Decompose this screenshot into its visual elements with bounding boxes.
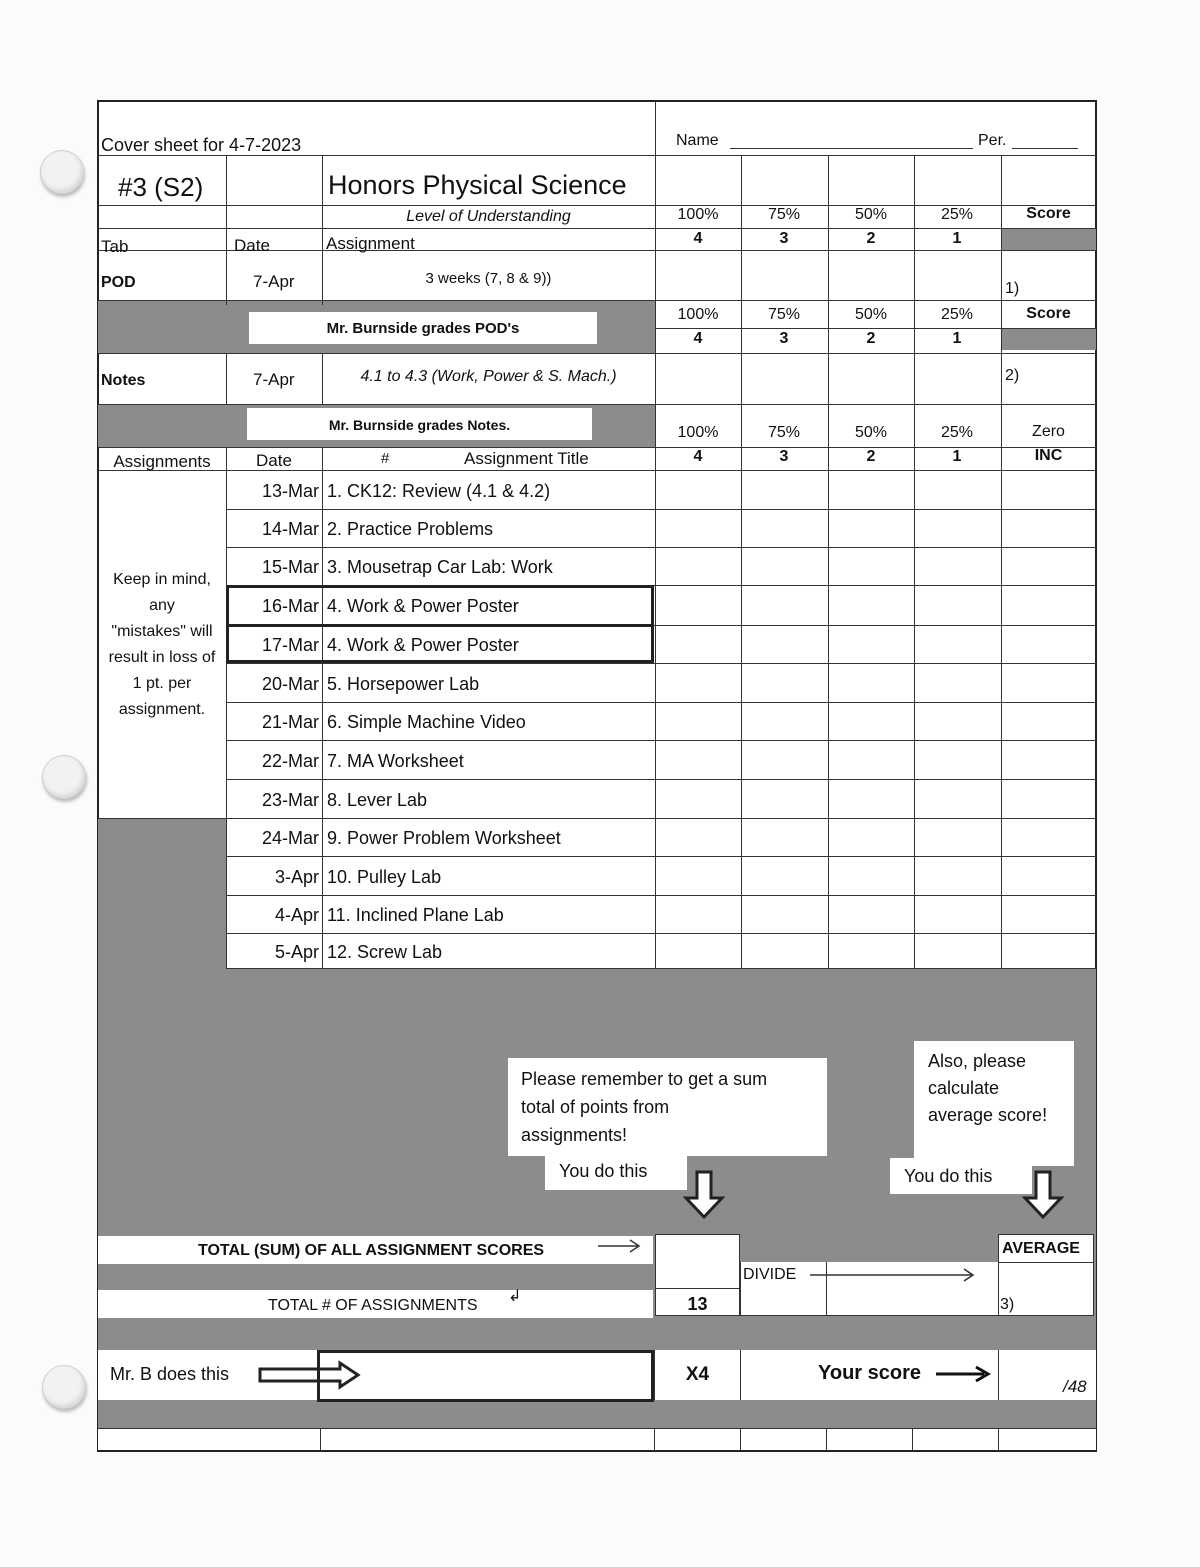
reminder-line: 1 pt. per bbox=[132, 675, 192, 692]
inc-header: INC bbox=[1034, 447, 1063, 464]
assignment-row bbox=[226, 856, 1096, 895]
pod-date: 7-Apr bbox=[253, 272, 295, 291]
assignment-title: 9. Power Problem Worksheet bbox=[327, 828, 561, 848]
assignment-date: 21-Mar bbox=[261, 712, 319, 732]
right-arrow-icon bbox=[808, 1267, 976, 1283]
col-date: Date bbox=[234, 236, 270, 255]
period-label: Per. bbox=[978, 132, 1007, 149]
assignment-date: 5-Apr bbox=[274, 941, 319, 962]
point-header: 1 bbox=[952, 330, 962, 347]
percent-header: 25% bbox=[940, 424, 974, 441]
point-header: 3 bbox=[779, 330, 789, 347]
assignment-date: 16-Mar bbox=[261, 596, 319, 616]
col-tab: Tab bbox=[101, 237, 129, 256]
pod-assignment: 3 weeks (7, 8 & 9)) bbox=[425, 270, 552, 287]
point-header: 3 bbox=[779, 448, 789, 465]
assignment-title: 5. Horsepower Lab bbox=[327, 673, 480, 694]
point-header: 1 bbox=[952, 230, 962, 247]
notes-tab: Notes bbox=[101, 372, 146, 389]
mr-b-box bbox=[317, 1350, 654, 1402]
score-header-shade-1 bbox=[1001, 228, 1096, 250]
name-line bbox=[730, 148, 973, 149]
assignment-row bbox=[226, 585, 1096, 625]
assign-num-header: # bbox=[381, 450, 390, 467]
assignment-date: 13-Mar bbox=[261, 480, 319, 501]
assignment-date: 20-Mar bbox=[261, 673, 319, 694]
notes-assignment: 4.1 to 4.3 (Work, Power & S. Mach.) bbox=[360, 368, 617, 385]
reminder-line: Keep in mind, bbox=[113, 571, 211, 588]
you-do-this-sum: You do this bbox=[559, 1161, 648, 1181]
assignment-title: 8. Lever Lab bbox=[327, 789, 428, 810]
average-callout-line: Also, please bbox=[928, 1051, 1027, 1071]
assignment-title: 4. Work & Power Poster bbox=[327, 596, 519, 616]
percent-header: 75% bbox=[767, 306, 801, 323]
assignment-title: 11. Inclined Plane Lab bbox=[327, 905, 504, 925]
score-header: Score bbox=[1026, 205, 1071, 222]
cover-sheet-title: Cover sheet for 4-7-2023 bbox=[101, 135, 302, 155]
assignment-row bbox=[226, 547, 1096, 585]
down-arrow-icon bbox=[1021, 1170, 1065, 1220]
percent-header: 100% bbox=[677, 206, 719, 223]
lower-assign-shade bbox=[98, 818, 226, 970]
sum-callout-line: Please remember to get a sum bbox=[521, 1069, 768, 1089]
unit-label: #3 (S2) bbox=[118, 172, 204, 202]
assignment-date: 14-Mar bbox=[261, 519, 319, 539]
curly-arrow-icon: ↲ bbox=[508, 1288, 522, 1305]
average-callout-line: calculate bbox=[928, 1078, 1000, 1098]
reminder-line: any bbox=[149, 597, 175, 614]
col-assignment: Assignment bbox=[326, 234, 415, 253]
mr-b-label: Mr. B does this bbox=[110, 1364, 230, 1384]
percent-header: 75% bbox=[767, 424, 801, 441]
average-label: AVERAGE bbox=[1002, 1240, 1080, 1257]
percent-header: 100% bbox=[677, 424, 719, 441]
assignment-date: 22-Mar bbox=[261, 750, 319, 771]
reminder-line: assignment. bbox=[118, 701, 206, 718]
notes-grader-text: Mr. Burnside grades Notes. bbox=[328, 417, 511, 433]
point-header: 2 bbox=[866, 448, 876, 465]
point-header: 4 bbox=[693, 330, 703, 347]
average-divider bbox=[998, 1262, 1094, 1263]
total-num-value: 13 bbox=[687, 1294, 708, 1314]
average-callout-line: average score! bbox=[928, 1105, 1048, 1125]
assignment-title: 4. Work & Power Poster bbox=[327, 635, 519, 655]
assignment-row bbox=[226, 625, 1096, 663]
assignment-date: 24-Mar bbox=[261, 828, 319, 848]
reminder-line: "mistakes" will bbox=[111, 623, 213, 640]
assignments-header: Assignments bbox=[113, 452, 211, 471]
percent-header: 100% bbox=[677, 306, 719, 323]
percent-header: 25% bbox=[940, 206, 974, 223]
period-line bbox=[1012, 148, 1078, 149]
notes-date: 7-Apr bbox=[253, 370, 295, 389]
assignment-title: 2. Practice Problems bbox=[327, 519, 494, 539]
reminder-line: result in loss of bbox=[108, 649, 216, 666]
point-header: 2 bbox=[866, 230, 876, 247]
assignment-row bbox=[226, 895, 1096, 933]
total-num-label: TOTAL # OF ASSIGNMENTS bbox=[268, 1297, 478, 1314]
binder-hole-bottom bbox=[42, 1365, 86, 1409]
assignment-date: 15-Mar bbox=[261, 557, 319, 577]
assignment-date: 4-Apr bbox=[274, 905, 319, 925]
assignment-title: 12. Screw Lab bbox=[327, 941, 443, 962]
assign-date-header: Date bbox=[256, 451, 292, 470]
binder-hole-top bbox=[40, 150, 84, 194]
level-label: Level of Understanding bbox=[406, 208, 571, 225]
sum-callout-line: assignments! bbox=[521, 1125, 628, 1145]
x4-label: X4 bbox=[685, 1364, 710, 1385]
point-header: 1 bbox=[952, 448, 962, 465]
divide-label: DIVIDE bbox=[743, 1266, 797, 1283]
assignment-title: 3. Mousetrap Car Lab: Work bbox=[327, 557, 553, 577]
average-number: 3) bbox=[1000, 1296, 1015, 1313]
score-header: Score bbox=[1026, 305, 1071, 322]
assignment-row bbox=[226, 818, 1096, 856]
right-arrow-icon bbox=[934, 1364, 992, 1384]
assignment-date: 3-Apr bbox=[274, 866, 319, 887]
assignment-title: 10. Pulley Lab bbox=[327, 866, 442, 887]
you-do-this-avg: You do this bbox=[904, 1166, 993, 1186]
bottom-strip bbox=[98, 1428, 1096, 1450]
name-label: Name bbox=[676, 132, 719, 149]
total-sum-label: TOTAL (SUM) OF ALL ASSIGNMENT SCORES bbox=[198, 1242, 545, 1259]
percent-header: 50% bbox=[854, 424, 888, 441]
point-header: 2 bbox=[866, 330, 876, 347]
right-arrow-icon bbox=[596, 1238, 642, 1254]
pod-tab: POD bbox=[101, 274, 136, 291]
assignment-row bbox=[226, 663, 1096, 702]
assignment-row bbox=[226, 702, 1096, 740]
binder-hole-middle bbox=[42, 755, 86, 799]
percent-header: 25% bbox=[940, 306, 974, 323]
course-title: Honors Physical Science bbox=[328, 170, 627, 200]
assignment-row bbox=[226, 779, 1096, 818]
assignment-title: 7. MA Worksheet bbox=[327, 750, 464, 771]
percent-header: 50% bbox=[854, 206, 888, 223]
notes-score-number: 2) bbox=[1005, 367, 1020, 384]
assignment-row bbox=[226, 509, 1096, 547]
down-arrow-icon bbox=[682, 1170, 726, 1220]
percent-header: 50% bbox=[854, 306, 888, 323]
assignment-title: 6. Simple Machine Video bbox=[327, 712, 526, 732]
point-header: 4 bbox=[693, 230, 703, 247]
assignment-date: 17-Mar bbox=[261, 635, 319, 655]
pod-score-number: 1) bbox=[1005, 280, 1020, 297]
assignment-row bbox=[226, 933, 1096, 968]
assignment-title: 1. CK12: Review (4.1 & 4.2) bbox=[327, 480, 551, 501]
assignment-row bbox=[226, 470, 1096, 509]
total-num-divider bbox=[655, 1288, 740, 1289]
point-header: 3 bbox=[779, 230, 789, 247]
assign-title-header: Assignment Title bbox=[464, 449, 589, 468]
zero-header: Zero bbox=[1032, 423, 1065, 440]
percent-header: 75% bbox=[767, 206, 801, 223]
sum-callout-line: total of points from bbox=[521, 1097, 670, 1117]
score-header-shade-2 bbox=[1001, 328, 1096, 350]
assignment-date: 23-Mar bbox=[261, 789, 319, 810]
assignment-row bbox=[226, 740, 1096, 779]
pod-grader-text: Mr. Burnside grades POD's bbox=[326, 320, 520, 337]
out-of-48: /48 bbox=[1063, 1377, 1087, 1396]
your-score-label: Your score bbox=[818, 1362, 921, 1384]
point-header: 4 bbox=[693, 448, 703, 465]
